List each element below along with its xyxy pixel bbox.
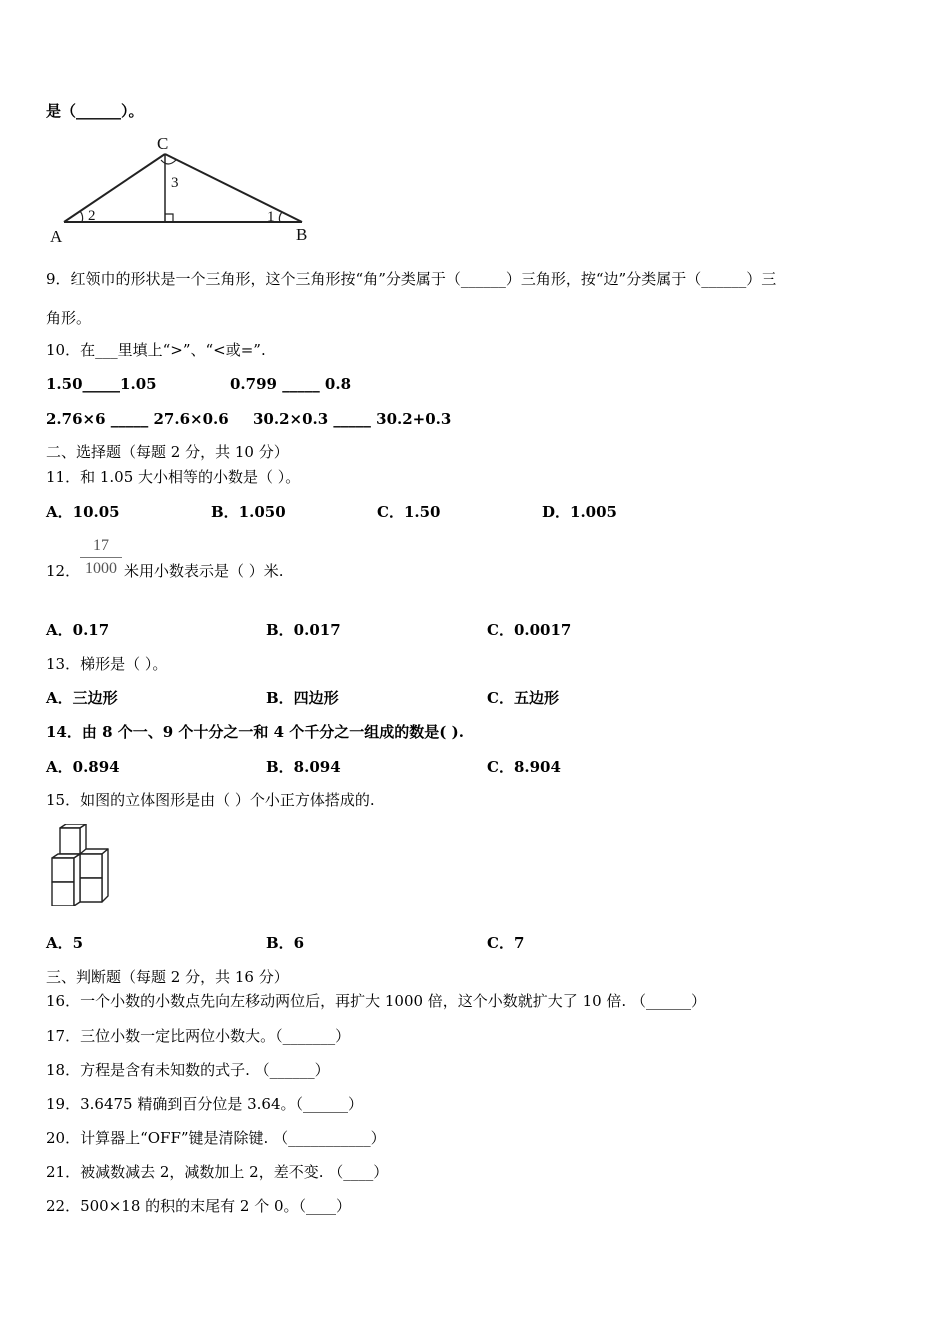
cube-right-lower: [80, 878, 102, 902]
section3-title: 三、判断题（每题 2 分，共 16 分）: [46, 968, 289, 986]
q11-stem: 11．和 1.05 大小相等的小数是（ ）。: [46, 468, 301, 486]
section2-title: 二、选择题（每题 2 分，共 10 分）: [46, 443, 289, 461]
angle-label-2: 2: [88, 208, 96, 224]
triangle-figure: [44, 132, 324, 248]
q15-option-c: C．7: [487, 934, 525, 952]
triangle-label-a: A: [50, 227, 63, 246]
q14-stem: 14．由 8 个一、9 个十分之一和 4 个千分之一组成的数是( ).: [46, 723, 464, 741]
q14-option-c: C．8.904: [487, 758, 561, 776]
q10-row2-right: 30.2×0.3 _____ 30.2+0.3: [253, 410, 452, 428]
judgment-17: 17．三位小数一定比两位小数大。（_______）: [46, 1027, 351, 1045]
cube-left-lower: [52, 882, 74, 906]
judgment-21: 21．被减数减去 2，减数加上 2，差不变. （____）: [46, 1163, 389, 1181]
angle-label-1: 1: [267, 209, 275, 225]
q10-row1-left: 1.50_____1.05: [46, 375, 157, 393]
q14-option-a: A．0.894: [46, 758, 120, 776]
cube-left-side: [74, 854, 80, 906]
q13-option-c: C．五边形: [487, 689, 559, 707]
judgment-22: 22．500×18 的积的末尾有 2 个 0。（____）: [46, 1197, 352, 1215]
q13-option-b: B．四边形: [266, 689, 339, 707]
right-angle-mark: [165, 214, 173, 222]
q11-option-c: C．1.50: [377, 503, 441, 521]
q11-option-a: A．10.05: [46, 503, 120, 521]
q8-tail: 是（______）。: [46, 102, 144, 120]
triangle-side-ac: [64, 154, 165, 222]
q13-option-a: A．三边形: [46, 689, 118, 707]
angle-arc-3: [161, 160, 176, 164]
q10-stem: 10．在___里填上“>”、“<或=”.: [46, 341, 266, 359]
triangle-label-c: C: [157, 134, 169, 153]
triangle-label-b: B: [296, 225, 308, 244]
cube-right-upper: [80, 854, 102, 878]
q11-option-d: D．1.005: [542, 503, 617, 521]
cube-left-upper: [52, 858, 74, 882]
q12-fraction: [80, 536, 122, 579]
q9-line2: 角形。: [46, 309, 92, 327]
fraction-denominator: 1000: [85, 560, 117, 577]
judgment-20: 20．计算器上“OFF”键是清除键. （___________）: [46, 1129, 386, 1147]
q14-option-b: B．8.094: [266, 758, 341, 776]
q11-option-b: B．1.050: [211, 503, 286, 521]
angle-arc-1: [279, 212, 282, 222]
q15-option-b: B．6: [266, 934, 305, 952]
q10-row1-right: 0.799 _____ 0.8: [230, 375, 352, 393]
q12-prefix: 12．: [46, 562, 81, 580]
angle-label-3: 3: [171, 175, 179, 191]
q12-option-a: A．0.17: [46, 621, 110, 639]
q10-row2-left: 2.76×6 _____ 27.6×0.6: [46, 410, 229, 428]
q12-option-b: B．0.017: [266, 621, 341, 639]
angle-arc-2: [80, 211, 83, 222]
judgment-16: 16．一个小数的小数点先向左移动两位后，再扩大 1000 倍，这个小数就扩大了 10 倍. （______）: [46, 992, 706, 1010]
cubes-figure: [46, 824, 116, 906]
q13-stem: 13．梯形是（ ）。: [46, 655, 168, 673]
fraction-bar: [80, 557, 122, 558]
q9-line1: 9．红领巾的形状是一个三角形，这个三角形按“角”分类属于（______）三角形，按“边”分类属于（______）三: [46, 270, 777, 288]
q12-stem: 米用小数表示是（ ）米.: [124, 562, 284, 580]
q15-stem: 15．如图的立体图形是由（ ）个小正方体搭成的.: [46, 791, 375, 809]
judgment-18: 18．方程是含有未知数的式子. （______）: [46, 1061, 330, 1079]
cube-top-face: [60, 828, 80, 854]
judgment-19: 19．3.6475 精确到百分位是 3.64。（______）: [46, 1095, 364, 1113]
q15-option-a: A．5: [46, 934, 84, 952]
fraction-numerator: 17: [93, 537, 109, 554]
q12-option-c: C．0.0017: [487, 621, 572, 639]
cube-right-side: [102, 849, 108, 902]
